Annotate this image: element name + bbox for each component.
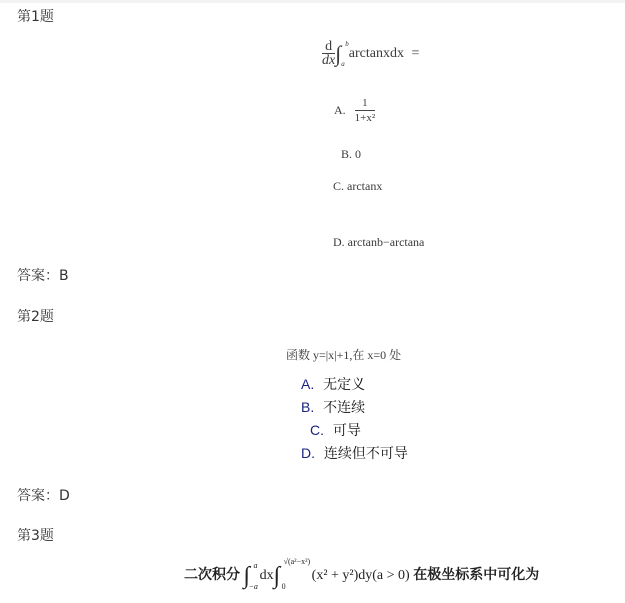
top-band	[0, 0, 625, 3]
question-1-option-c[interactable]: C. arctanx	[333, 179, 383, 193]
question-1-option-d[interactable]: D. arctanb−arctana	[333, 235, 425, 249]
question-1-option-b[interactable]: B. 0	[341, 147, 362, 161]
question-1-answer: 答案：B	[17, 268, 69, 284]
question-3-stem: 二次积分 ∫ a −a dx∫ √(a²−x²) 0 (x² + y²)dy(a > 0) 在极坐标系中可化为	[184, 557, 540, 591]
integral-sign: ∫ a −a	[243, 561, 258, 591]
integral-sign: ∫ b a	[335, 40, 349, 68]
question-2-stem: 函数 y=|x|+1,在 x=0 处	[286, 348, 402, 362]
question-3-label: 第3题	[17, 528, 54, 544]
question-2-answer: 答案：D	[17, 488, 70, 504]
question-2-option-c[interactable]: C. 可导	[310, 422, 361, 439]
question-1-option-a[interactable]: A. $\frac{1}{\text{1+x²}}$	[334, 97, 376, 124]
question-1-stem: $\frac{d}{dx}$ ∫ b a arctanxdx =	[322, 39, 420, 68]
question-2-option-a[interactable]: A. 无定义	[301, 376, 366, 393]
derivative-operator: $\frac{d}{dx}$	[322, 39, 336, 68]
question-2-label: 第2题	[17, 309, 54, 325]
integral-sign: ∫ √(a²−x²) 0	[273, 557, 311, 591]
question-2-option-b[interactable]: B. 不连续	[301, 399, 366, 416]
question-2-option-d[interactable]: D. 连续但不可导	[301, 445, 408, 462]
question-1-label: 第1题	[17, 9, 54, 25]
